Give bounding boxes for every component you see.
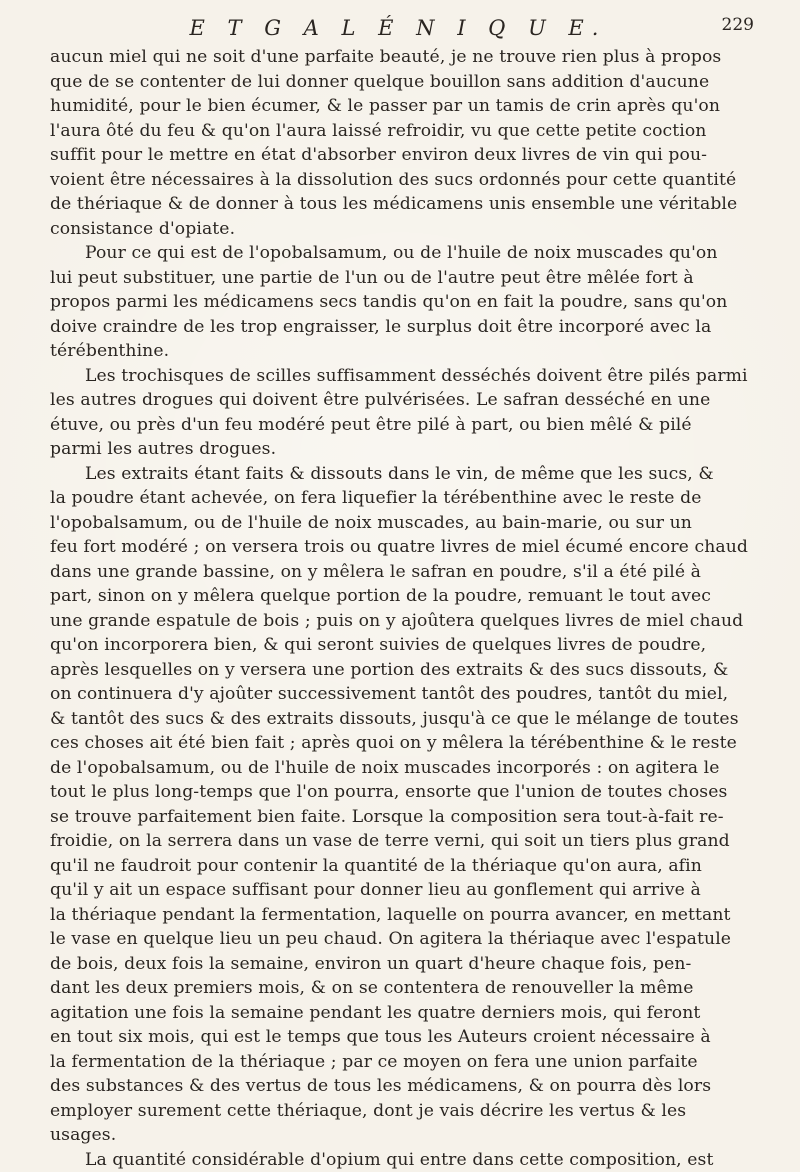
text-line: agitation une fois la semaine pendant les quatre derniers mois, qui feront <box>50 1001 770 1026</box>
text-line: doive craindre de les trop engraisser, le surplus doit être incorporé avec la <box>50 315 770 340</box>
running-header <box>42 12 754 44</box>
text-line: l'aura ôté du feu & qu'on l'aura laissé refroidir, vu que cette petite coction <box>50 119 770 144</box>
text-line: qu'il y ait un espace suffisant pour donner lieu au gonflement qui arrive à <box>50 878 770 903</box>
text-line: tout le plus long-temps que l'on pourra, ensorte que l'union de toutes choses <box>50 780 770 805</box>
text-line: humidité, pour le bien écumer, & le passer par un tamis de crin après qu'on <box>50 94 770 119</box>
text-line: térébenthine. <box>50 339 770 364</box>
text-line: après lesquelles on y versera une portion des extraits & des sucs dissouts, & <box>50 658 770 683</box>
text-line: feu fort modéré ; on versera trois ou quatre livres de miel écumé encore chaud <box>50 535 770 560</box>
text-line: de thériaque & de donner à tous les médicamens unis ensemble une véritable <box>50 192 770 217</box>
text-line: étuve, ou près d'un feu modéré peut être pilé à part, ou bien mêlé & pilé <box>50 413 770 438</box>
header-title: E T G A L É N I Q U E. <box>190 16 607 40</box>
text-line: de bois, deux fois la semaine, environ un quart d'heure chaque fois, pen- <box>50 952 770 977</box>
text-line: les autres drogues qui doivent être pulvérisées. Le safran desséché en une <box>50 388 770 413</box>
text-line: Les trochisques de scilles suffisamment desséchés doivent être pilés parmi <box>50 364 770 389</box>
text-line: part, sinon on y mêlera quelque portion de la poudre, remuant le tout avec <box>50 584 770 609</box>
text-line: on continuera d'y ajoûter successivement tantôt des poudres, tantôt du miel, <box>50 682 770 707</box>
text-line: dans une grande bassine, on y mêlera le safran en poudre, s'il a été pilé à <box>50 560 770 585</box>
text-line: froidie, on la serrera dans un vase de terre verni, qui soit un tiers plus grand <box>50 829 770 854</box>
text-line: la fermentation de la thériaque ; par ce moyen on fera une union parfaite <box>50 1050 770 1075</box>
text-line: La quantité considérable d'opium qui entre dans cette composition, est <box>50 1148 770 1172</box>
text-line: que de se contenter de lui donner quelque bouillon sans addition d'aucune <box>50 70 770 95</box>
text-line: en tout six mois, qui est le temps que tous les Auteurs croient nécessaire à <box>50 1025 770 1050</box>
text-line: de l'opobalsamum, ou de l'huile de noix muscades incorporés : on agitera le <box>50 756 770 781</box>
text-line: Pour ce qui est de l'opobalsamum, ou de l'huile de noix muscades qu'on <box>50 241 770 266</box>
text-line: qu'on incorporera bien, & qui seront suivies de quelques livres de poudre, <box>50 633 770 658</box>
text-line: une grande espatule de bois ; puis on y ajoûtera quelques livres de miel chaud <box>50 609 770 634</box>
text-line: dant les deux premiers mois, & on se contentera de renouveller la même <box>50 976 770 1001</box>
text-line: Les extraits étant faits & dissouts dans le vin, de même que les sucs, & <box>50 462 770 487</box>
text-line: qu'il ne faudroit pour contenir la quantité de la thériaque qu'on aura, afin <box>50 854 770 879</box>
text-line: se trouve parfaitement bien faite. Lorsque la composition sera tout-à-fait re- <box>50 805 770 830</box>
text-line: voient être nécessaires à la dissolution des sucs ordonnés pour cette quantité <box>50 168 770 193</box>
text-line: consistance d'opiate. <box>50 217 770 242</box>
text-line: employer surement cette thériaque, dont je vais décrire les vertus & les <box>50 1099 770 1124</box>
text-line: des substances & des vertus de tous les médicamens, & on pourra dès lors <box>50 1074 770 1099</box>
text-line: usages. <box>50 1123 770 1148</box>
body-text <box>50 45 770 1172</box>
page-number: 229 <box>722 15 754 35</box>
text-line: lui peut substituer, une partie de l'un ou de l'autre peut être mêlée fort à <box>50 266 770 291</box>
text-line: suffit pour le mettre en état d'absorber environ deux livres de vin qui pou- <box>50 143 770 168</box>
text-line: la thériaque pendant la fermentation, laquelle on pourra avancer, en mettant <box>50 903 770 928</box>
text-line: l'opobalsamum, ou de l'huile de noix muscades, au bain-marie, ou sur un <box>50 511 770 536</box>
text-line: ces choses ait été bien fait ; après quoi on y mêlera la térébenthine & le reste <box>50 731 770 756</box>
text-line: la poudre étant achevée, on fera liquefier la térébenthine avec le reste de <box>50 486 770 511</box>
text-line: parmi les autres drogues. <box>50 437 770 462</box>
text-line: & tantôt des sucs & des extraits dissouts, jusqu'à ce que le mélange de toutes <box>50 707 770 732</box>
text-line: le vase en quelque lieu un peu chaud. On agitera la thériaque avec l'espatule <box>50 927 770 952</box>
text-line: propos parmi les médicamens secs tandis qu'on en fait la poudre, sans qu'on <box>50 290 770 315</box>
text-line: aucun miel qui ne soit d'une parfaite beauté, je ne trouve rien plus à propos <box>50 45 770 70</box>
